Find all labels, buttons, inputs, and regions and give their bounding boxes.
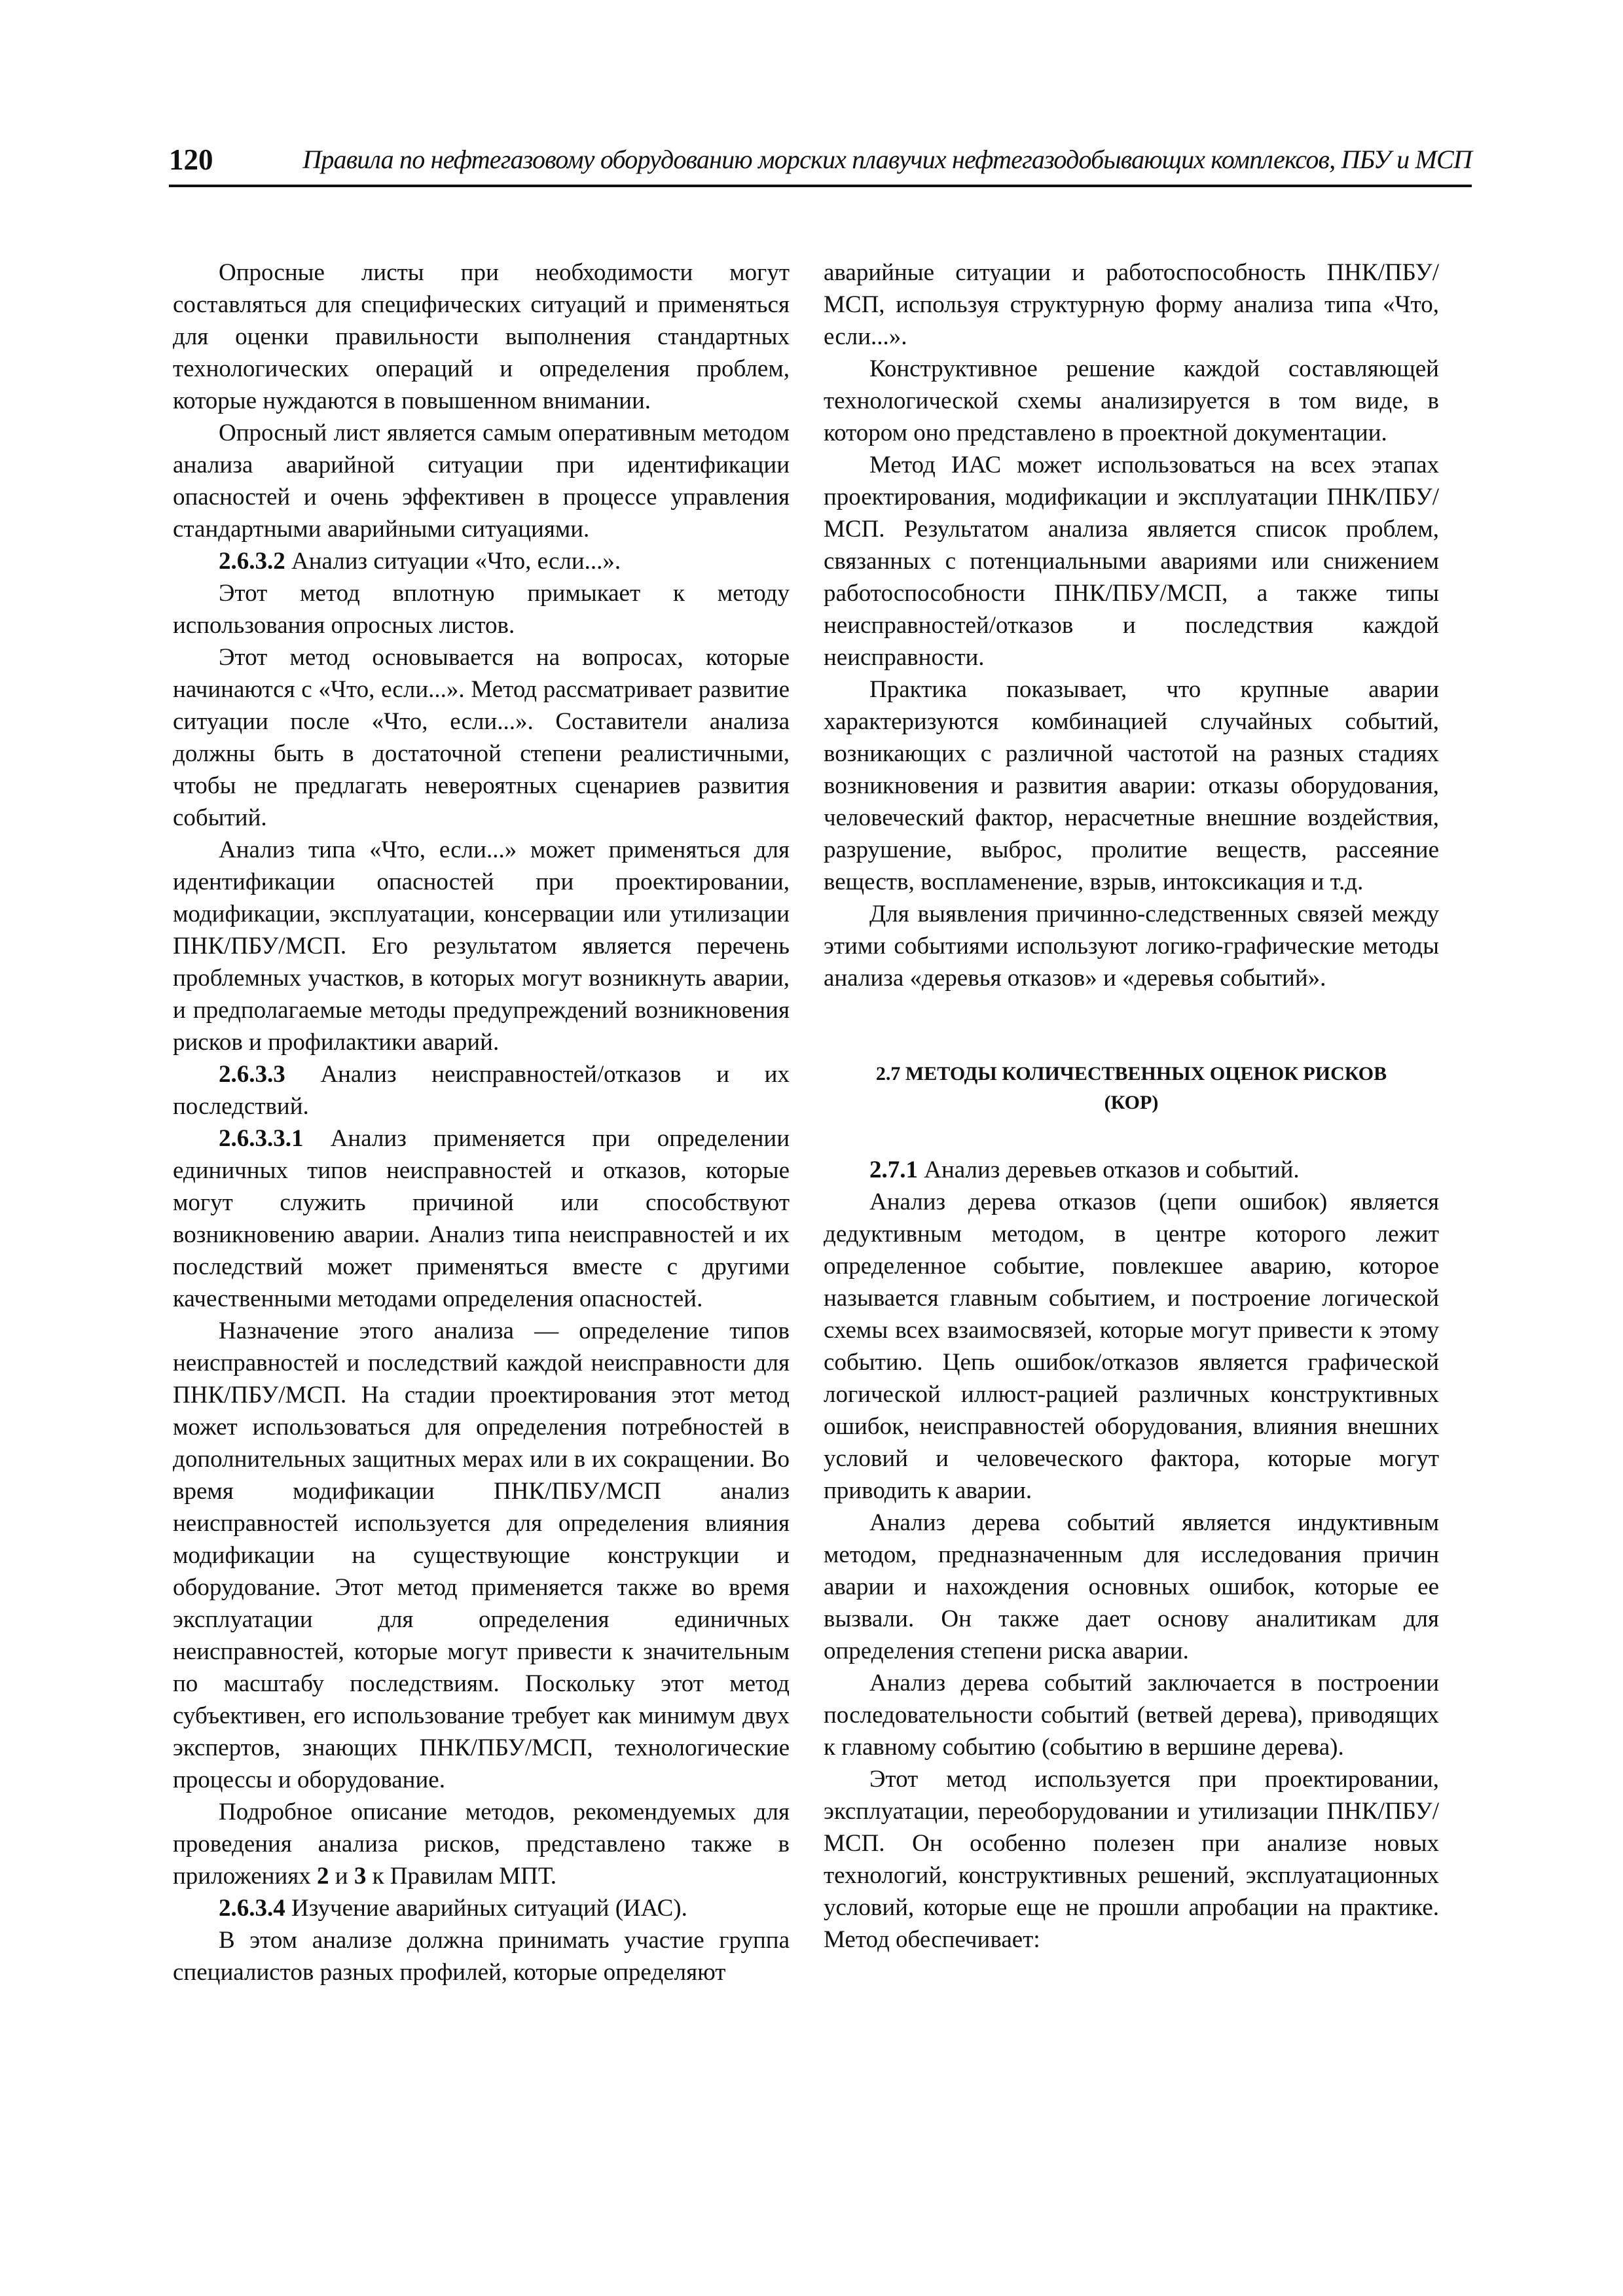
paragraph: Назначение этого анализа — определение типов неисправностей и последствий каждой неисправности для ПНК/ПБУ/МСП. На стадии проектирования этот метод может использоваться для определения потребностей в дополнительных защитных мерах или в их сокращении. Во время модификации ПНК/ПБУ/МСП анализ неисправностей используется для определения влияния модификации на существующие конструкции и оборудование. Этот метод применяется также во время эксплуатации для определения единичных неисправностей, которые могут привести к значительным по масштабу последствиям. Поскольку этот метод субъективен, его использование требует как минимум двух экспертов, знающих ПНК/ПБУ/МСП, технологические процессы и оборудование. xyxy=(173,1318,790,1793)
section-title: Анализ неисправностей/отказов и их последствий. xyxy=(173,1061,790,1120)
section-number: 2.6.3.3 xyxy=(219,1061,285,1088)
left-column xyxy=(173,257,790,1988)
paragraph: Этот метод используется при проектировании, эксплуатации, переоборудовании и утилизации ПНК/ПБУ/МСП. Он особенно полезен при анализе новых технологий, конструктивных решений, эксплуатационных условий, которые еще не прошли апробации на практике. Метод обеспечивает: xyxy=(824,1766,1439,1953)
paragraph: Практика показывает, что крупные аварии характеризуются комбинацией случайных событий, возникающих с различной частотой на разных стадиях возникновения и развития аварии: отказы оборудования, человеческий фактор, нерасчетные внешние воздействия, разрушение, выброс, пролитие веществ, рассеяние веществ, воспламенение, взрыв, интоксикация и т.д. xyxy=(824,676,1439,895)
paragraph: Анализ дерева событий заключается в построении последовательности событий (ветвей дерева), приводящих к главному событию (событию в вершине дерева). xyxy=(824,1670,1439,1761)
text-run: к Правилам МПТ. xyxy=(366,1863,557,1890)
text-run: Подробное описание методов, рекомендуемых для проведения анализа рисков, представлено также в приложениях xyxy=(173,1799,790,1890)
section-title: Анализ деревьев отказов и событий. xyxy=(918,1157,1300,1183)
subsection-2-6-3-4 xyxy=(173,1892,790,1924)
right-column xyxy=(824,257,1439,1956)
paragraph: Конструктивное решение каждой составляющей технологической схемы анализируется в том виде, в котором оно представлено в проектной документации. xyxy=(824,355,1439,446)
paragraph xyxy=(173,1796,790,1892)
subsection-2-6-3-3-1 xyxy=(173,1122,790,1315)
section-title: Изучение аварийных ситуаций (ИАС). xyxy=(285,1895,687,1922)
subsection-2-6-3-2 xyxy=(173,545,790,577)
subsection-2-7-1 xyxy=(824,1154,1439,1186)
appendix-number: 2 xyxy=(317,1863,329,1890)
running-title: Правила по нефтегазовому оборудованию морских плавучих нефтегазодобывающих комплексов, ПБУ и МСП xyxy=(302,145,1472,174)
paragraph: Этот метод основывается на вопросах, которые начинаются с «Что, если...». Метод рассматривает развитие ситуации после «Что, если...». Составители анализа должны быть в достаточной степени реалистичными, чтобы не предлагать невероятных сценариев развития событий. xyxy=(173,644,790,831)
section-number: 2.7.1 xyxy=(869,1157,918,1183)
paragraph: Этот метод вплотную примыкает к методу использования опросных листов. xyxy=(173,580,790,639)
section-number: 2.6.3.4 xyxy=(219,1895,285,1922)
section-title: Анализ ситуации «Что, если...». xyxy=(285,548,621,575)
paragraph: Опросный лист является самым оперативным методом анализа аварийной ситуации при идентификации опасностей и очень эффективен в процессе управления стандартными аварийными ситуациями. xyxy=(173,420,790,543)
subsection-2-6-3-3 xyxy=(173,1058,790,1122)
page-header xyxy=(169,137,1472,187)
paragraph: Для выявления причинно-следственных связей между этими событиями используют логико-графические методы анализа «деревья отказов» и «деревья событий». xyxy=(824,901,1439,992)
paragraph: Анализ дерева событий является индуктивным методом, предназначенным для исследования причин аварии и нахождения основных ошибок, которые ее вызвали. Он также дает основу аналитикам для определения степени риска аварии. xyxy=(824,1509,1439,1664)
section-number: 2.6.3.3.1 xyxy=(219,1125,304,1152)
section-heading-2-7 xyxy=(824,1060,1439,1117)
paragraph: Метод ИАС может использоваться на всех этапах проектирования, модификации и эксплуатации ПНК/ПБУ/МСП. Результатом анализа является список проблем, связанных с потенциальными авариями или снижением работоспособности ПНК/ПБУ/МСП, а также типы неисправностей/отказов и последствия каждой неисправности. xyxy=(824,452,1439,671)
paragraph: Анализ типа «Что, если...» может применяться для идентификации опасностей при проектировании, модификации, эксплуатации, консервации или утилизации ПНК/ПБУ/МСП. Его результатом является перечень проблемных участков, в которых могут возникнуть аварии, и предполагаемые методы предупреждений возникновения рисков и профилактики аварий. xyxy=(173,836,790,1056)
section-text: Анализ применяется при определении единичных типов неисправностей и отказов, которые могут служить причиной или способствуют возникновению аварии. Анализ типа неисправностей и их последствий может применяться вместе с другими качественными методами определения опасностей. xyxy=(173,1125,790,1312)
page-number: 120 xyxy=(169,143,213,176)
heading-line: (КОР) xyxy=(1104,1092,1159,1113)
paragraph: В этом анализе должна принимать участие группа специалистов разных профилей, которые определяют xyxy=(173,1927,790,1986)
heading-line: 2.7 МЕТОДЫ КОЛИЧЕСТВЕННЫХ ОЦЕНОК РИСКОВ xyxy=(875,1063,1387,1085)
paragraph: Опросные листы при необходимости могут составляться для специфических ситуаций и применяться для оценки правильности выполнения стандартных технологических операций и определения проблем, которые нуждаются в повышенном внимании. xyxy=(173,259,790,414)
text-run: и xyxy=(329,1863,354,1890)
paragraph: Анализ дерева отказов (цепи ошибок) является дедуктивным методом, в центре которого лежит определенное событие, повлекшее аварию, которое называется главным событием, и построение логической схемы всех взаимосвязей, которые могут привести к этому событию. Цепь ошибок/отказов является графической логической иллюст-рацией различных конструктивных ошибок, неисправностей оборудования, влияния внешних условий и человеческого фактора, которые могут приводить к аварии. xyxy=(824,1189,1439,1504)
paragraph: аварийные ситуации и работоспособность ПНК/ПБУ/МСП, используя структурную форму анализа типа «Что, если...». xyxy=(824,259,1439,350)
appendix-number: 3 xyxy=(354,1863,367,1890)
section-number: 2.6.3.2 xyxy=(219,548,285,575)
